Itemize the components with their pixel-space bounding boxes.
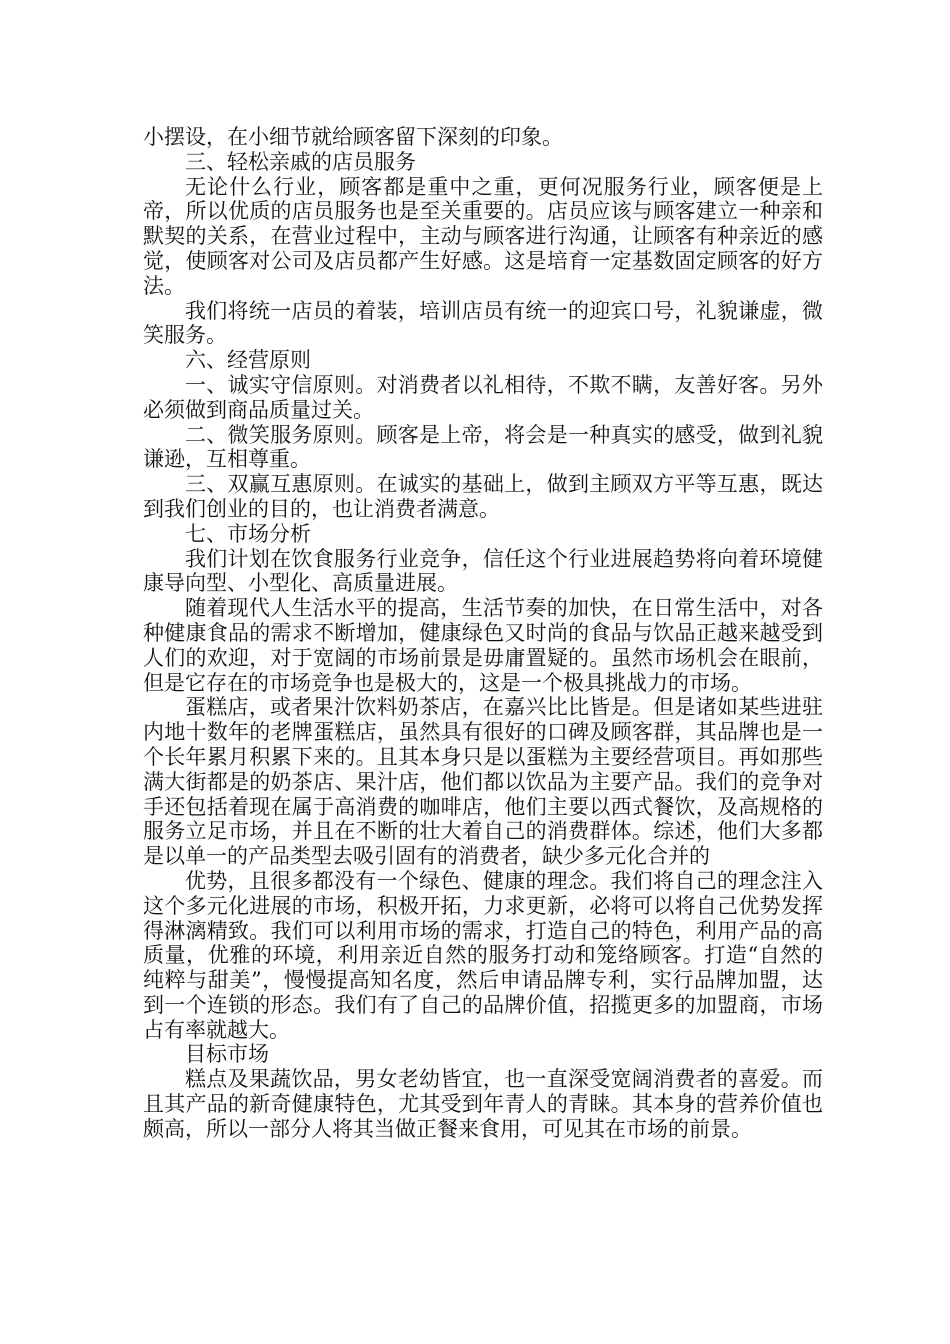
section-heading-staff-service: 三、轻松亲戚的店员服务: [185, 149, 416, 174]
paragraph-principle-smile: 二、微笑服务原则。顾客是上帝，将会是一种真实的感受，做到礼貌谦逊，互相尊重。: [143, 422, 823, 472]
section-heading-target-market: 目标市场: [185, 1042, 269, 1067]
paragraph-competition: 蛋糕店，或者果汁饮料奶茶店，在嘉兴比比皆是。但是诸如某些进驻内地十数年的老牌蛋糕店，虽然具有很好的口碑及顾客群，其品牌也是一个长年累月积累下来的。且其本身只是以蛋糕为主要经营项目。再如那些满大街都是的奶茶店、果汁店，他们都以饮品为主要产品。我们的竞争对手还包括着现在属于高消费的咖啡店，他们主要以西式餐饮，及高规格的服务立足市场，并且在不断的壮大着自己的消费群体。综述，他们大多都是以单一的产品类型去吸引固有的消费者，缺少多元化合并的: [143, 695, 823, 869]
paragraph-market-plan: 我们计划在饮食服务行业竞争，信任这个行业进展趋势将向着环境健康导向型、小型化、高质量进展。: [143, 546, 823, 596]
section-heading-principles: 六、经营原则: [185, 348, 311, 373]
paragraph-market-trend: 随着现代人生活水平的提高，生活节奏的加快，在日常生活中，对各种健康食品的需求不断增加，健康绿色又时尚的食品与饮品正越来越受到人们的欢迎，对于宽阔的市场前景是毋庸置疑的。虽然市场机会在眼前，但是它存在的市场竞争也是极大的，这是一个极具挑战力的市场。: [143, 596, 823, 695]
paragraph-advantage: 优势，且很多都没有一个绿色、健康的理念。我们将自己的理念注入这个多元化进展的市场，积极开拓，力求更新，必将可以将自己优势发挥得淋漓精致。我们可以利用市场的需求，打造自己的特色，利用产品的高质量，优雅的环境，利用亲近自然的服务打动和笼络顾客。打造“自然的纯粹与甜美”，慢慢提高知名度，然后申请品牌专利，实行品牌加盟，达到一个连锁的形态。我们有了自己的品牌价值，招揽更多的加盟商，市场占有率就越大。: [143, 868, 823, 1042]
paragraph-uniform: 我们将统一店员的着装，培训店员有统一的迎宾口号，礼貌谦虚，微笑服务。: [143, 298, 823, 348]
paragraph-principle-honesty: 一、诚实守信原则。对消费者以礼相待，不欺不瞒，友善好客。另外必须做到商品质量过关。: [143, 372, 823, 422]
paragraph-continuation: 小摆设，在小细节就给顾客留下深刻的印象。: [143, 125, 563, 149]
paragraph-staff-service: 无论什么行业，顾客都是重中之重，更何况服务行业，顾客便是上帝，所以优质的店员服务也是至关重要的。店员应该与顾客建立一种亲和默契的关系，在营业过程中，主动与顾客进行沟通，让顾客有种亲近的感觉，使顾客对公司及店员都产生好感。这是培育一定基数固定顾客的好方法。: [143, 174, 823, 298]
section-heading-market-analysis: 七、市场分析: [185, 521, 311, 546]
paragraph-principle-winwin: 三、双赢互惠原则。在诚实的基础上，做到主顾双方平等互惠，既达到我们创业的目的，也让消费者满意。: [143, 472, 823, 521]
document-body: [143, 125, 823, 1142]
paragraph-target-market: 糕点及果蔬饮品，男女老幼皆宜，也一直深受宽阔消费者的喜爱。而且其产品的新奇健康特色，尤其受到年青人的青睐。其本身的营养价值也颇高，所以一部分人将其当做正餐来食用，可见其在市场的前景。: [143, 1067, 823, 1141]
